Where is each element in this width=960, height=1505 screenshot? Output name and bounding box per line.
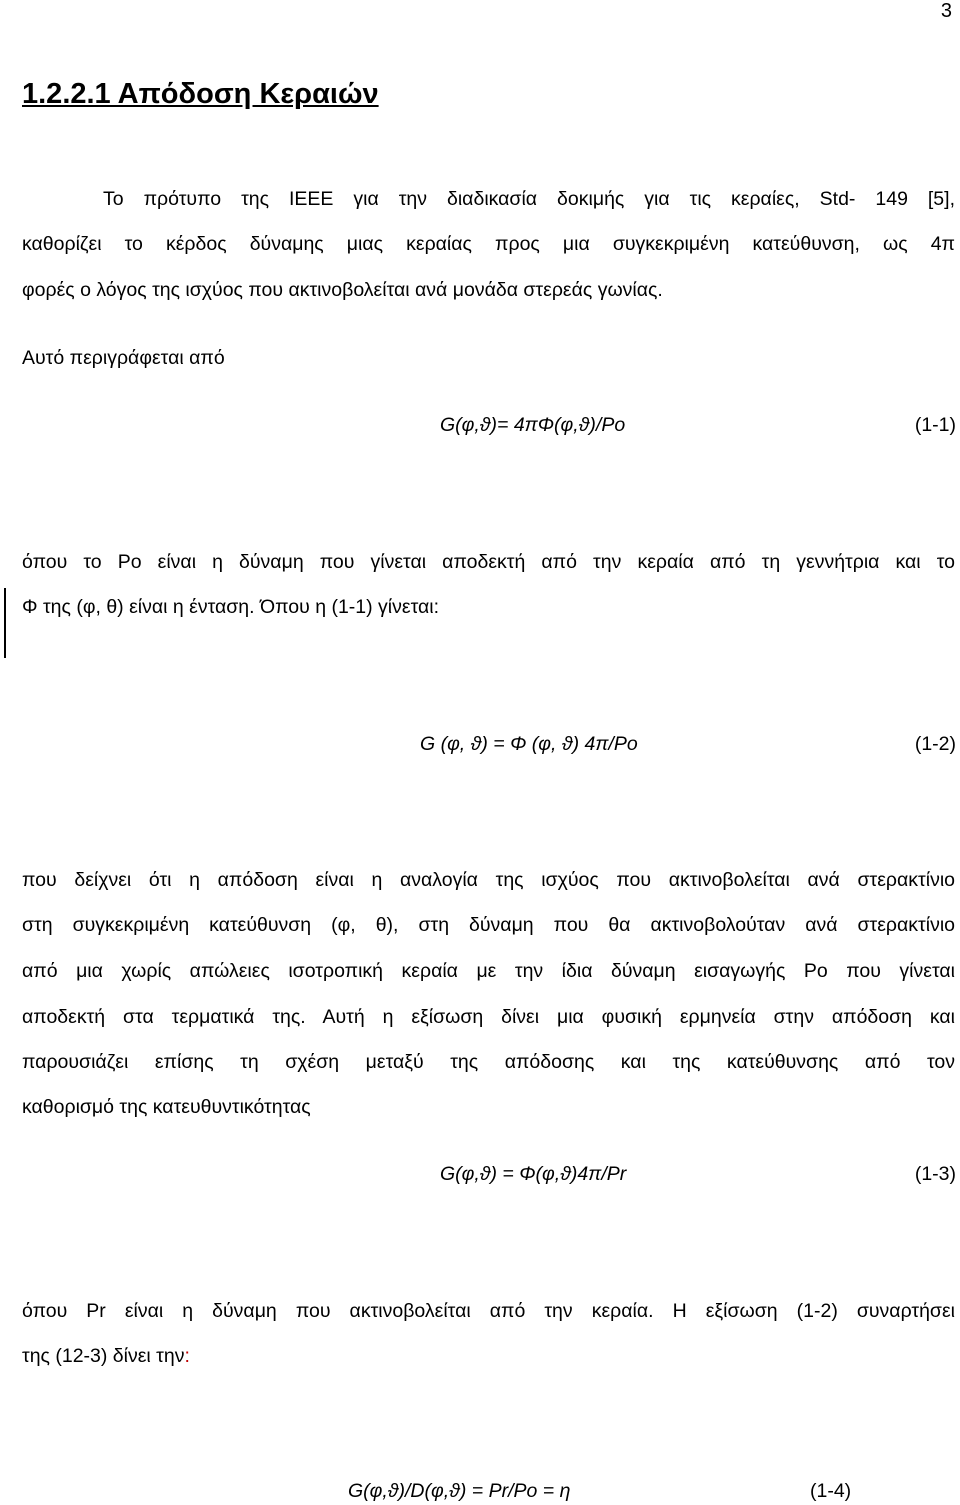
para4-line3: από μια χωρίς απώλειες ισοτροπική κεραία με την ίδια δύναμη εισαγωγής Po που γίνεται (22, 960, 955, 982)
equation-4: G(φ,ϑ)/D(φ,ϑ) = Pr/Po = η (348, 1480, 571, 1502)
margin-change-bar (4, 588, 6, 658)
para4-line1: που δείχνει ότι η απόδοση είναι η αναλογία της ισχύος που ακτινοβολείται ανά στερακτίνιο (22, 869, 955, 891)
equation-2-number: (1-2) (914, 733, 956, 755)
para4-line4: αποδεκτή στα τερματικά της. Αυτή η εξίσωση δίνει μια φυσική ερμηνεία στην απόδοση και (22, 1006, 955, 1028)
para2-text: Αυτό περιγράφεται από (22, 347, 225, 369)
equation-2: G (φ, ϑ) = Φ (φ, ϑ) 4π/Po (420, 733, 638, 755)
section-heading: 1.2.2.1 Απόδοση Κεραιών (22, 78, 379, 110)
para4-line5: παρουσιάζει επίσης τη σχέση μεταξύ της απόδοσης και της κατεύθυνσης από τον (22, 1051, 955, 1073)
equation-3: G(φ,ϑ) = Φ(φ,ϑ)4π/Pr (440, 1163, 627, 1185)
para4-line6: καθορισμό της κατευθυντικότητας (22, 1096, 311, 1118)
para5-line1: όπου Pr είναι η δύναμη που ακτινοβολείται από την κεραία. Η εξίσωση (1-2) συναρτήσει (22, 1300, 955, 1322)
equation-1: G(φ,ϑ)= 4πΦ(φ,ϑ)/Po (440, 414, 626, 436)
equation-1-number: (1-1) (914, 414, 956, 436)
para1-line1: Το πρότυπο της IEEE για την διαδικασία δοκιμής για τις κεραίες, Std- 149 [5], (103, 188, 955, 210)
para5-line2 (22, 1345, 190, 1367)
para3-line2: Φ της (φ, θ) είναι η ένταση. Όπου η (1-1) γίνεται: (22, 596, 440, 618)
equation-3-number: (1-3) (914, 1163, 956, 1185)
para3-line1: όπου το Po είναι η δύναμη που γίνεται αποδεκτή από την κεραία από τη γεννήτρια και το (22, 551, 955, 573)
para5-line2-colon: : (184, 1345, 190, 1367)
equation-4-number: (1-4) (810, 1480, 852, 1502)
para5-line2-text: της (12-3) δίνει την (22, 1345, 185, 1367)
para1-line3: φορές ο λόγος της ισχύος που ακτινοβολείται ανά μονάδα στερεάς γωνίας. (22, 279, 663, 301)
para1-line2: καθορίζει το κέρδος δύναμης μιας κεραίας προς μια συγκεκριμένη κατεύθυνση, ως 4π (22, 233, 955, 255)
page-number: 3 (940, 0, 952, 22)
para4-line2: στη συγκεκριμένη κατεύθυνση (φ, θ), στη δύναμη που θα ακτινοβολούταν ανά στερακτίνιο (22, 914, 955, 936)
